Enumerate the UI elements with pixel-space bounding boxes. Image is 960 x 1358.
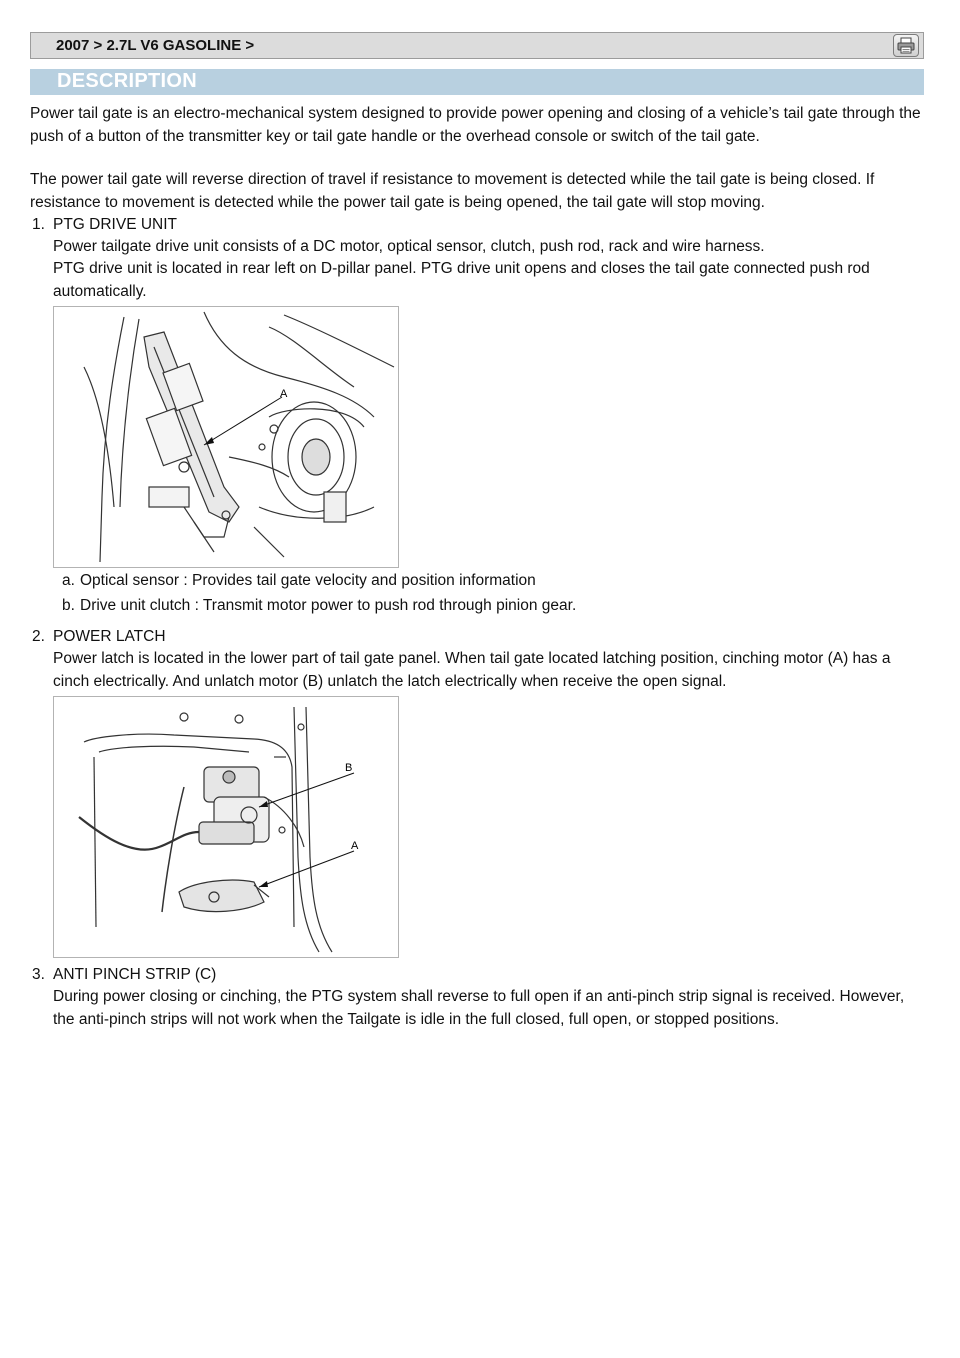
section-title-bar xyxy=(30,69,924,95)
header-bar xyxy=(30,32,924,59)
item-text: PTG drive unit is located in rear left on D-pillar panel. PTG drive unit opens and closes the tail gate connected push rod automatically. xyxy=(53,260,870,300)
item-title: ANTI PINCH STRIP (C) xyxy=(53,966,217,983)
sub-item-text: Optical sensor : Provides tail gate velocity and position information xyxy=(80,572,536,589)
power-latch-figure xyxy=(53,696,399,958)
intro-paragraph-2: The power tail gate will reverse direction of travel if resistance to movement is detected while the tail gate is being closed. If resistance to movement is detected while the power tail gate is being opened, the tail gate will stop moving. xyxy=(30,171,875,211)
item-text: During power closing or cinching, the PTG system shall reverse to full open if an anti-pinch strip signal is received. However, the anti-pinch strips will not work when the Tailgate is idle in the full closed, full open, or stopped positions. xyxy=(53,988,905,1028)
figure-label-a: A xyxy=(280,388,288,400)
sub-item-marker: a. xyxy=(62,572,75,589)
item-text: Power latch is located in the lower part of tail gate panel. When tail gate located latching position, cinching motor (A) has a cinch electrically. And unlatch motor (B) unlatch the latch electrically when receive the open signal. xyxy=(53,650,891,690)
section-title: DESCRIPTION xyxy=(57,70,197,92)
power-latch-illustration xyxy=(54,697,398,957)
item-number: 1. xyxy=(32,216,45,233)
printer-icon xyxy=(894,35,918,56)
figure-label-b: B xyxy=(345,762,353,774)
item-text: Power tailgate drive unit consists of a DC motor, optical sensor, clutch, push rod, rack and wire harness. xyxy=(53,238,765,255)
breadcrumb[interactable]: 2007 > 2.7L V6 GASOLINE > xyxy=(56,37,255,54)
ptg-drive-unit-figure xyxy=(53,306,399,568)
item-number: 3. xyxy=(32,966,45,983)
item-title: POWER LATCH xyxy=(53,628,166,645)
intro-paragraph-1: Power tail gate is an electro-mechanical system designed to provide power opening and closing of a vehicle’s tail gate through the push of a button of the transmitter key or tail gate handle or the overhead console or switch of the tail gate. xyxy=(30,105,921,145)
figure-label-a: A xyxy=(351,840,359,852)
sub-item-text: Drive unit clutch : Transmit motor power to push rod through pinion gear. xyxy=(80,597,577,614)
ptg-drive-unit-illustration xyxy=(54,307,398,567)
item-number: 2. xyxy=(32,628,45,645)
sub-item-marker: b. xyxy=(62,597,75,614)
print-button[interactable] xyxy=(893,34,919,57)
item-title: PTG DRIVE UNIT xyxy=(53,216,178,233)
